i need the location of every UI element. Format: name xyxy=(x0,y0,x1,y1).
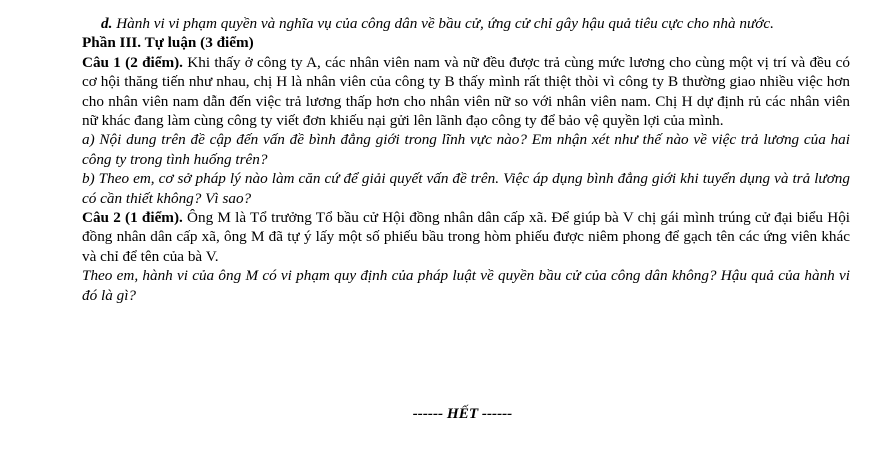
question-1-body: Khi thấy ở công ty A, các nhân viên nam và nữ đều được trả cùng mức lương cho cùng một vị trí và đều có cơ hội thăng tiến như nhau, chị H là nhân viên của công ty B thấy mình rất thiệt thòi vì công ty B thường giao nhiều việc hơn cho nhân viên nam dẫn đến việc trả lương thấp hơn cho nhân viên nữ so với nhân viên nam. Chị H dự định rủ các nhân viên nữ khác đang làm cùng công ty viết đơn khiếu nại gửi lên lãnh đạo công ty để bảo vệ quyền lợi của mình. xyxy=(82,53,850,130)
question-1-label: Câu 1 (2 điểm). xyxy=(82,53,183,71)
question-1 xyxy=(82,53,850,131)
question-1-part-a: a) Nội dung trên đề cập đến vấn đề bình đẳng giới trong lĩnh vực nào? Em nhận xét như thế nào về việc trả lương của hai công ty trong tình huống trên? xyxy=(82,131,850,168)
option-d-letter: d. xyxy=(101,15,113,32)
question-2 xyxy=(82,208,850,266)
question-2-body: Ông M là Tổ trưởng Tổ bầu cử Hội đồng nhân dân cấp xã. Để giúp bà V chị gái mình trúng cử đại biểu Hội đồng nhân dân cấp xã, ông M đã tự ý lấy một số phiếu bầu trong hòm phiếu được niêm phong để gạch tên các ứng viên khác và chỉ để tên của bà V. xyxy=(82,209,851,265)
option-d-text: Hành vi vi phạm quyền và nghĩa vụ của công dân về bầu cử, ứng cử chỉ gây hậu quả tiêu cực cho nhà nước. xyxy=(116,15,774,32)
exam-page xyxy=(82,14,850,305)
question-2-prompt: Theo em, hành vi của ông M có vi phạm quy định của pháp luật về quyền bầu cử của công dân không? Hậu quả của hành vi đó là gì? xyxy=(82,267,850,304)
option-d xyxy=(82,14,850,33)
question-1-part-b: b) Theo em, cơ sở pháp lý nào làm căn cứ để giải quyết vấn đề trên. Việc áp dụng bình đẳng giới khi tuyển dụng và trả lương có cần thiết không? Vì sao? xyxy=(82,170,850,207)
section-title: Phần III. Tự luận (3 điểm) xyxy=(82,34,254,52)
question-2-label: Câu 2 (1 điểm). xyxy=(82,209,183,227)
end-mark: ------ HẾT ------ xyxy=(412,405,513,422)
